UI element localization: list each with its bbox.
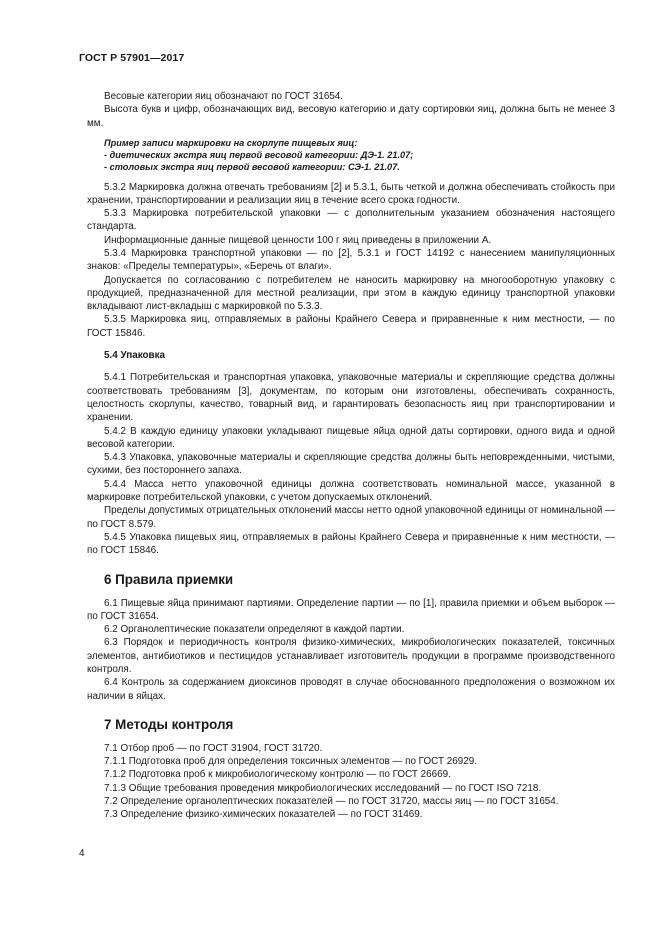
paragraph: Высота букв и цифр, обозначающих вид, весовую категорию и дату сортировки яиц, должна быть не менее 3 мм. — [87, 104, 615, 129]
section-heading: 5.4 Упаковка — [104, 350, 166, 362]
paragraph: 7.1.2 Подготовка проб к микробиологическому контролю — по ГОСТ 26669. — [104, 769, 451, 781]
paragraph: 5.3.4 Маркировка транспортной упаковки — по [2], 5.3.1 и ГОСТ 14192 с нанесением манипуляционных знаков: «Пределы температуры», «Беречь от влаги». — [87, 247, 615, 273]
paragraph: 6.4 Контроль за содержанием диоксинов проводят в случае обоснованного предположения о возможном их наличии в яйцах. — [87, 677, 615, 702]
example-title: Пример записи маркировки на скорлупе пищевых яиц: — [104, 137, 358, 148]
paragraph: 7.2 Определение органолептических показателей — по ГОСТ 31720, массы яиц — по ГОСТ 31654. — [104, 796, 559, 808]
paragraph: 7.3 Определение физико-химических показателей — по ГОСТ 31469. — [104, 809, 423, 821]
paragraph: Информационные данные пищевой ценности 100 г яиц приведены в приложении А. — [104, 234, 492, 246]
paragraph: 6.3 Порядок и периодичность контроля физико-химических, микробиологических показателей, токсичных элементов, антибиотиков и пестицидов устанавливает изготовитель продукции в программе производственного контроля. — [87, 637, 615, 675]
paragraph: 5.3.3 Маркировка потребительской упаковки — с дополнительным указанием обозначения настоящего стандарта. — [87, 208, 615, 233]
paragraph: Пределы допустимых отрицательных отклонений массы нетто одной упаковочной единицы от номинальной — по ГОСТ 8.579. — [87, 505, 615, 530]
paragraph: Допускается по согласованию с потребителем не наносить маркировку на многооборотную упаковку с продукцией, предназначенной для местной реализации, при этом в каждую единицу транспортной упаковки вкладывают лист-вкладыш с маркировкой по 5.3.3. — [87, 274, 615, 313]
paragraph: Весовые категории яиц обозначают по ГОСТ 31654. — [104, 91, 344, 102]
page-number: 4 — [79, 848, 85, 859]
paragraph: 5.4.3 Упаковка, упаковочные материалы и скрепляющие средства должны быть неповрежденными, чистыми, сухими, без постороннего запаха. — [87, 452, 615, 477]
document-body — [87, 90, 615, 822]
chapter-heading: 7 Методы контроля — [104, 716, 234, 732]
paragraph: 7.1 Отбор проб — по ГОСТ 31904, ГОСТ 31720. — [104, 742, 323, 754]
paragraph: 5.4.1 Потребительская и транспортная упаковка, упаковочные материалы и скрепляющие средства должны соответствовать требованиям [3], документам, по которым они изготовлены, обеспечивать сохранность, целостность скорлупы, качество, товарный вид, и гарантировать безопасность яиц при транспортировании и хранении. — [87, 372, 615, 424]
document-header: ГОСТ Р 57901—2017 — [79, 52, 185, 64]
paragraph: 5.3.2 Маркировка должна отвечать требованиям [2] и 5.3.1, быть четкой и должна обеспечивать стойкость при хранении, транспортировании и реализации яиц в течение всего срока годности. — [87, 181, 615, 206]
paragraph: 5.3.5 Маркировка яиц, отправляемых в районы Крайнего Севера и приравненные к ним местности, — по ГОСТ 15846. — [87, 314, 615, 339]
paragraph: 7.1.3 Общие требования проведения микробиологических исследований — по ГОСТ ISO 7218. — [104, 782, 542, 794]
paragraph: 6.1 Пищевые яйца принимают партиями. Определение партии — по [1], правила приемки и объем выборок — по ГОСТ 31654. — [87, 597, 615, 622]
example-line: - диетических экстра яиц первой весовой категории: ДЭ-1. 21.07; — [104, 150, 414, 161]
paragraph: 5.4.5 Упаковка пищевых яиц, отправляемых в районы Крайнего Севера и приравненные к ним местности, — по ГОСТ 15846. — [87, 531, 615, 557]
example-line: - столовых экстра яиц первой весовой категории: СЭ-1. 21.07. — [104, 162, 400, 173]
paragraph: 6.2 Органолептические показатели определяют в каждой партии. — [104, 624, 405, 636]
paragraph: 7.1.1 Подготовка проб для определения токсичных элементов — по ГОСТ 26929. — [104, 756, 477, 768]
chapter-heading: 6 Правила приемки — [104, 571, 234, 587]
paragraph: 5.4.4 Масса нетто упаковочной единицы должна соответствовать номинальной массе, указанной в маркировке потребительской упаковки, с учетом допускаемых отклонений. — [87, 478, 615, 504]
paragraph: 5.4.2 В каждую единицу упаковки укладывают пищевые яйца одной даты сортировки, одного вида и одной весовой категории. — [87, 425, 615, 450]
